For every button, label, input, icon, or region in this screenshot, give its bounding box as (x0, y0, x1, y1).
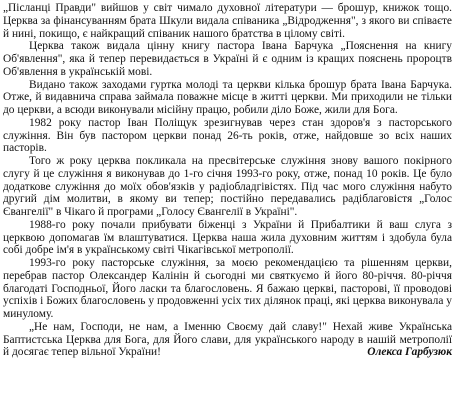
paragraph-new-pastor: 1993-го року пасторське служіння, за моєю рекомендацією та рішенням церкви, перебрав пастор Олександер Калінін й сьогодні ми святкуємо й його 80-річчя. 80-річчя благодаті Господньої, Його ласки та благословень. Я бажаю церкві, пасторові, її проводові успіхів і Божих благословень у продовженні усіх тих ділянок праці, які церква виконувала у минулому. (3, 257, 452, 320)
paragraph-closing: „Не нам, Господи, не нам, а Іменню Своєму дай славу!" Нехай живе Українська Баптистська Церква для Бога, для Його слави, для українського народу в нашій метрополії й досягає тепер вільної України! (3, 320, 452, 359)
paragraph-presbyter-service: Того ж року церква покликала на пресвітерське служіння знову вашого покірного слугу й це служіння я виконував до 1-го січня 1993-го року, отже, понад 10 років. Це було додаткове служіння до моїх обов'язків у радіобладгівістях. Під час мого служіння набуто другий дім молитви, в якому ви тепер; постійно передавались радіблаговістя „Голос Євангелії" в Чікаго й програми „Голосу Євангелії в Україні". (3, 155, 452, 218)
paragraph-youth-brochures: Видано також заходами гуртка молоді та церкви кілька брошур брата Івана Барчука. Отже, й видавнича справа займала поважне місце в житті церкви. Ми приходили не тільки до церкви, а всюди виконували місійну працю, робили діло Боже, жили для Бога. (3, 78, 452, 116)
paragraph-revelation-book: Церква також видала цінну книгу пастора Івана Барчука „Пояснення на книгу Об'явлення", яка й тепер перевидається в Україні й є одним із кращих пояснень пророцтв Об'явлення в українській мові. (3, 40, 452, 78)
author-signature: Олекса Гарбузюк (367, 346, 452, 359)
paragraph-publications: „Післанці Правди" вийшов у світ чимало духовної літератури — брошур, книжок тощо. Церква за фінансуванням брата Шкули видала співаника „Відродження", з якого ви співаєте й нині, покищо, є найкращий співаник нашого братства в цілому світі. (3, 2, 452, 40)
paragraph-refugees: 1988-го року почали прибувати біженці з України й Прибалтики й ваш слуга з церквою допомагав їм влаштуватися. Церква наша жила духовним життям і здобула була собі добре ім'я в українському світі Чікагівської метрополії. (3, 218, 452, 257)
paragraph-pastor-resignation: 1982 року пастор Іван Поліщук зрезигнував через стан здоров'я з пасторського служіння. Він був пастором церкви понад 26-ть років, отже, найдовше зо всіх наших пасторів. (3, 116, 452, 155)
